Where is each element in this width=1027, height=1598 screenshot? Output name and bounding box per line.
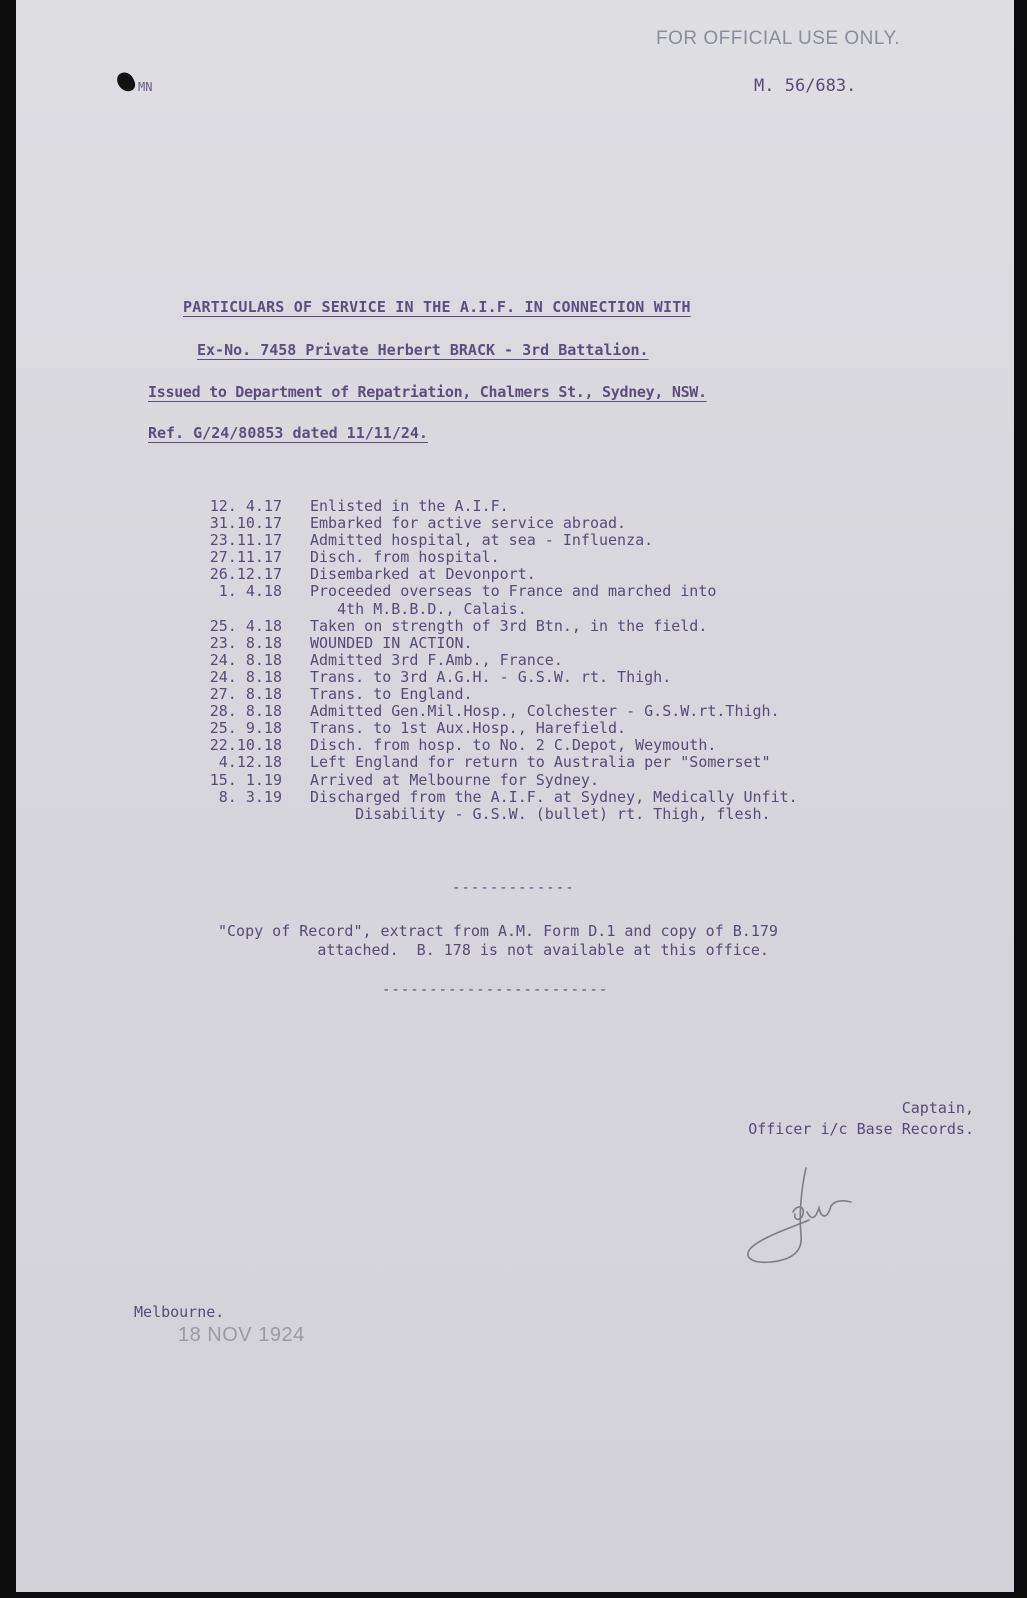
entry-text: Disch. from hospital. [310,548,500,567]
entry-date: 4.12.18 [218,753,282,772]
service-entry [192,532,798,549]
entry-date: 27. 8.18 [209,685,282,704]
entry-text: Admitted 3rd F.Amb., France. [310,650,563,669]
document-sheet [16,0,1014,1592]
entry-date: 23.11.17 [209,531,282,550]
note-line-2: attached. B. 178 is not available at this office. [218,941,769,959]
entry-date: 22.10.18 [209,736,282,755]
entry-text: Embarked for active service abroad. [310,514,627,533]
service-entry [192,686,798,703]
service-entry [192,635,798,652]
entry-date: 24. 8.18 [209,650,282,669]
entry-text: 4th M.B.B.D., Calais. [310,599,527,618]
entry-date [192,806,310,823]
service-entry [192,549,798,566]
reference-line: Ref. G/24/80853 dated 11/11/24. [148,424,428,442]
entry-text: Disembarked at Devonport. [310,565,536,584]
entry-text: Disability - G.S.W. (bullet) rt. Thigh, flesh. [310,804,771,823]
service-entry [192,703,798,720]
service-entry [192,669,798,686]
short-separator: ------------- [452,880,575,896]
entry-date: 28. 8.18 [209,702,282,721]
entry-text: Enlisted in the A.I.F. [310,497,509,515]
officer-rank: Captain, [901,1099,974,1117]
entry-date: 25. 4.18 [209,616,282,635]
place-of-issue: Melbourne. [134,1303,225,1321]
entry-text: Trans. to England. [310,685,473,704]
service-entry [192,772,798,789]
document-title: PARTICULARS OF SERVICE IN THE A.I.F. IN CONNECTION WITH [183,298,691,316]
entry-date: 12. 4.17 [209,497,282,515]
service-entry [192,789,798,806]
entry-date: 25. 9.18 [209,719,282,738]
service-entry [192,720,798,737]
entry-text: Admitted hospital, at sea - Influenza. [310,531,654,550]
service-entry [192,601,798,618]
issued-to-line: Issued to Department of Repatriation, Chalmers St., Sydney, NSW. [148,383,707,401]
service-entry [192,652,798,669]
entry-date: 27.11.17 [209,548,282,567]
entry-date: 26.12.17 [209,565,282,584]
entry-text: Taken on strength of 3rd Btn., in the field. [310,616,708,635]
entry-text: Arrived at Melbourne for Sydney. [310,770,599,789]
soldier-line: Ex-No. 7458 Private Herbert BRACK - 3rd Battalion. [197,341,649,359]
entry-date: 24. 8.18 [209,667,282,686]
service-entry [192,806,798,823]
entry-text: Disch. from hosp. to No. 2 C.Depot, Weymouth. [310,736,717,755]
entry-date: 31.10.17 [209,514,282,533]
service-entries [192,498,798,823]
clerk-initials: MN [138,80,153,94]
entry-date: 1. 4.18 [218,582,282,601]
long-separator: ------------------------ [382,982,609,998]
service-entry [192,618,798,635]
entry-text: Left England for return to Australia per "Somerset" [310,753,771,772]
entry-text: Admitted Gen.Mil.Hosp., Colchester - G.S.W.rt.Thigh. [310,702,780,721]
entry-date: 15. 1.19 [209,770,282,789]
entry-text: Trans. to 3rd A.G.H. - G.S.W. rt. Thigh. [310,667,672,686]
entry-date: 8. 3.19 [218,787,282,806]
service-entry [192,515,798,532]
entry-date [192,601,310,618]
officer-title: Officer i/c Base Records. [748,1120,974,1138]
entry-text: Proceeded overseas to France and marched into [310,582,717,601]
service-entry [192,583,798,600]
handwritten-signature [731,1160,871,1270]
date-stamp: 18 NOV 1924 [178,1324,305,1346]
service-entry [192,754,798,771]
official-use-stamp: FOR OFFICIAL USE ONLY. [656,28,900,49]
file-reference: M. 56/683. [754,76,857,96]
entry-text: WOUNDED IN ACTION. [310,633,473,652]
service-entry [192,737,798,754]
punch-hole-mark [115,70,138,95]
entry-text: Discharged from the A.I.F. at Sydney, Medically Unfit. [310,787,798,806]
entry-date: 23. 8.18 [209,633,282,652]
note-line-1: "Copy of Record", extract from A.M. Form D.1 and copy of B.179 [218,922,778,940]
record-note [218,922,778,960]
service-entry [192,498,798,515]
service-entry [192,566,798,583]
entry-text: Trans. to 1st Aux.Hosp., Harefield. [310,719,627,738]
signature-block [748,1098,974,1140]
